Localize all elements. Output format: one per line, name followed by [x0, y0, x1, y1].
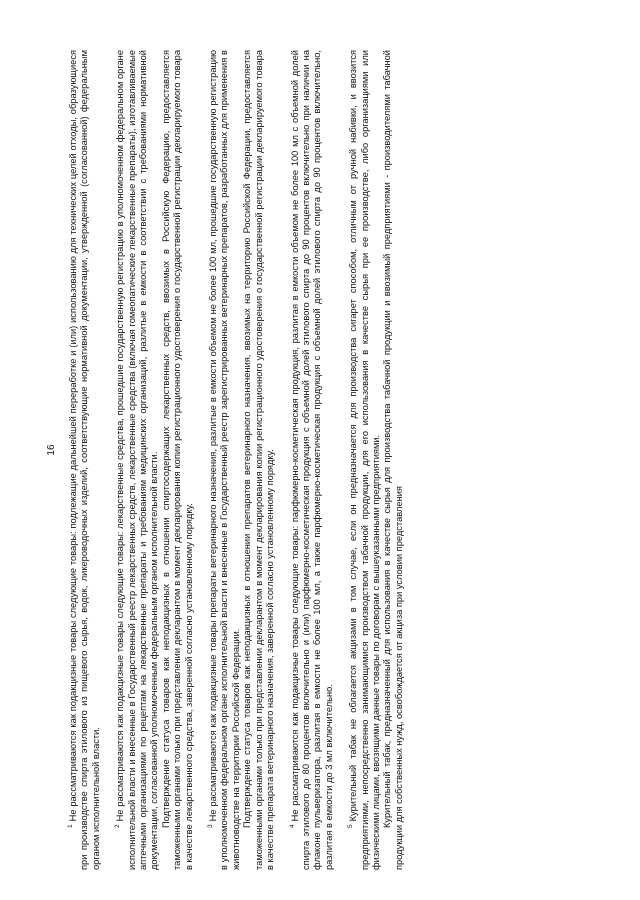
footnote-marker: 2	[114, 824, 122, 828]
footnote-marker: 5	[347, 824, 355, 828]
footnote-paragraph	[68, 50, 102, 870]
footnote-3	[208, 50, 276, 870]
footnote-text: Не рассматриваются как подакцизные товары следующие товары: лекарственные средства, прошедшие государственную регистрацию в уполномоченном федеральном органе исполнительной власти и внесенные в Государственный реестр лекарственных средств, лекарственные средства (включая гомеопатические лекарственные препараты), изготавливаемые аптечными организациями по рецептам на лекарственные препараты и требованиям медицинских организаций, разлитые в емкости в соответствии с требованиями нормативной документации, согласованной уполномоченным федеральным органом исполнительной власти.	[115, 50, 160, 870]
footnote-marker: 1	[67, 824, 74, 828]
footnote-5	[348, 50, 405, 870]
footnote-text: Не рассматриваются как подакцизные товары следующие товары: подлежащие дальнейшей переработке и (или) использованию для технических целей отходы, образующиеся при производстве спирта этилового из пищевого сырья, водок, ликероводочных изделий, соответствующие нормативной документации, утвержденной (согласованной) федеральным органом исполнительной власти.	[68, 50, 101, 870]
footnote-marker: 3	[207, 824, 215, 828]
footnote-text: Не рассматриваются как подакцизные товары следующие товары: парфюмерно-косметическая продукция, разлитая в емкости объемом не более 100 мл с объемной долей спирта этилового до 80 процентов включительно и (или) парфюмерно-косметическая продукция с объемной долей этилового спирта до 90 процентов включительно при наличии на флаконе пульверизатора, разлитая в емкости не более 100 мл, а также парфюмерно-косметическая продукция с объемной долей этилового спирта до 90 процентов включительно, разлитая в емкости до 3 мл включительно.	[289, 50, 334, 870]
page-number: 16	[46, 444, 57, 456]
footnote-paragraph: Подтверждение статуса товаров как неподакцизных в отношении препаратов ветеринарного назначения, ввозимых на территорию Российской Федерации, предоставляется таможенными органами только при представлении декларантом в момент декларирования копии регистрационного удостоверения о государственной регистрации декларируемого товара в качестве препарата ветеринарного назначения, заверенной согласно установленному порядку.	[242, 50, 276, 870]
footnote-marker: 4	[288, 824, 296, 828]
footnote-paragraph	[208, 50, 242, 870]
footnote-paragraph	[115, 50, 161, 870]
footnote-paragraph	[348, 50, 382, 870]
footnote-4	[290, 50, 336, 870]
footnote-text: Не рассматриваются как подакцизные товары препараты ветеринарного назначения, разлитые в емкости объемом не более 100 мл, прошедшие государственную регистрацию в уполномоченном федеральном органе исполнительной власти и внесенные в Государственный реестр зарегистрированных ветеринарных препаратов, разработанных для применения в животноводстве на территории Российской Федерации.	[208, 50, 241, 870]
footnote-paragraph: Подтверждение статуса товаров как неподакцизных в отношении спиртосодержащих лекарственных средств, ввозимых в Российскую Федерацию, предоставляется таможенными органами только при представлении декларантом в момент декларирования копии регистрационного удостоверения о государственной регистрации декларируемого товара в качестве лекарственного средства, заверенной согласно установленному порядку.	[160, 50, 194, 870]
footnote-1	[68, 50, 102, 870]
footnote-text: Курительный табак не облагается акцизами в том случае, если он предназначается для производства сигарет способом, отличным от ручной набивки, и ввозится предприятиями, непосредственно занимающимися производством табачной продукции, для его использования в качестве сырья при ее производстве, либо организациями или физическими лицами, ввозящими данные товары по договорам с вышеуказанными предприятиями.	[348, 50, 381, 870]
footnote-2	[115, 50, 195, 870]
footnote-paragraph: Курительный табак, предназначенный для использования в качестве сырья для производства табачной продукции и ввозимый предприятиями - производителями табачной продукции для собственных нужд, освобождается от акциза при условии представления	[382, 50, 404, 870]
footnote-paragraph	[290, 50, 336, 870]
footnotes-body	[68, 50, 418, 870]
